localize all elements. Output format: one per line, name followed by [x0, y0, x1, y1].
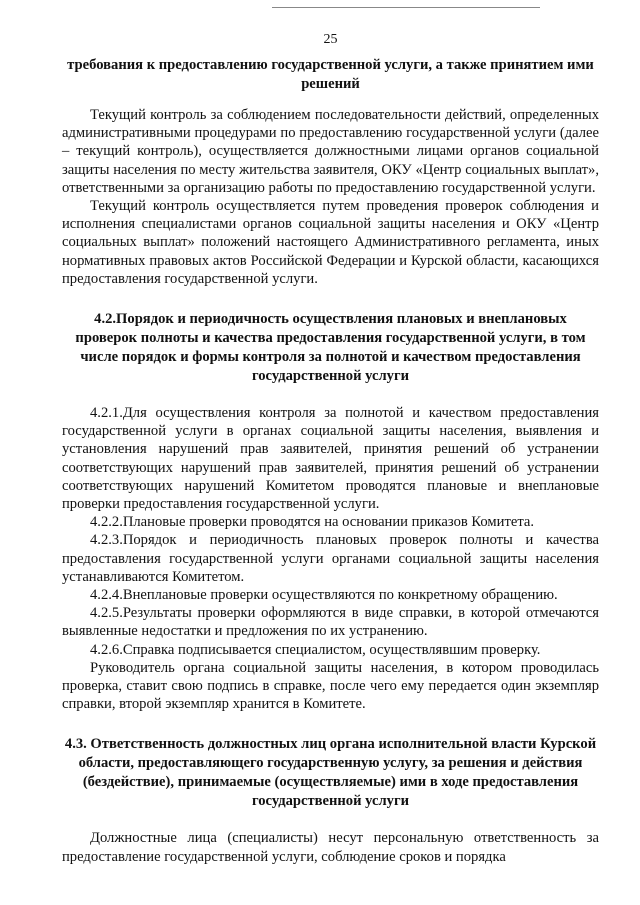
paragraph-4-2-6: 4.2.6.Справка подписывается специалистом, осуществлявшим проверку. — [90, 641, 541, 658]
top-rule — [272, 7, 540, 8]
paragraph-head-signature: Руководитель органа социальной защиты населения, в котором проводилась проверка, ставит свою подпись в справке, после чего ему передается один экземпляр справки, второй экземпляр хранится в Комитете. — [62, 659, 599, 713]
paragraph-4-2-1: 4.2.1.Для осуществления контроля за полнотой и качеством предоставления государственной услуги в органах социальной защиты населения, выявления и установления нарушений прав заявителей, принятия решений об устранении соответствующих нарушений прав заявителей, принятия решений об устранении соответствующих нарушений Комитетом проводятся плановые и внеплановые проверки предоставления государственной услуги. — [62, 405, 599, 513]
intro-paragraph-2: Текущий контроль осуществляется путем проведения проверок соблюдения и исполнения специалистами органов социальной защиты населения и ОКУ «Центр социальных выплат» положений настоящего Административного регламента, иных нормативных правовых актов Российской Федерации и Курской области, касающихся предоставления государственной услуги. — [62, 198, 599, 287]
intro-paragraph-1: Текущий контроль за соблюдением последовательности действий, определенных административными процедурами по предоставлению государственной услуги (далее – текущий контроль), осуществляется должностными лицами органов социальной защиты населения по месту жительства заявителя, ОКУ «Центр социальных выплат», ответственными за организацию работы по предоставлению государственной услуги. — [62, 107, 599, 196]
paragraph-4-2-3: 4.2.3.Порядок и периодичность плановых проверок полноты и качества предоставления государственной услуги органами социальной защиты населения устанавливаются Комитетом. — [62, 532, 599, 585]
paragraph-4-2-4: 4.2.4.Внеплановые проверки осуществляются по конкретному обращению. — [90, 587, 558, 604]
paragraph-4-2-5: 4.2.5.Результаты проверки оформляются в виде справки, в которой отмечаются выявленные недостатки и предложения по их устранению. — [62, 605, 599, 640]
document-page — [62, 32, 599, 866]
paragraph-4-2-2: 4.2.2.Плановые проверки проводятся на основании приказов Комитета. — [90, 514, 535, 531]
intro-heading: требования к предоставлению государственной услуги, а также принятием ими решений — [67, 57, 594, 92]
page-number: 25 — [323, 32, 338, 47]
paragraph-4-3-1: Должностные лица (специалисты) несут персональную ответственность за предоставление государственной услуги, соблюдение сроков и порядка — [62, 830, 599, 865]
section-4-2-heading: 4.2.Порядок и периодичность осуществления плановых и внеплановых проверок полноты и качества предоставления государственной услуги, в том числе порядок и формы контроля за полнотой и качеством предоставления государственной услуги — [75, 311, 586, 385]
section-4-3-heading: 4.3. Ответственность должностных лиц органа исполнительной власти Курской области, предоставляющего государственную услугу, за решения и действия (бездействие), принимаемые (осуществляемые) ими в ходе предоставления государственной услуги — [64, 736, 597, 810]
